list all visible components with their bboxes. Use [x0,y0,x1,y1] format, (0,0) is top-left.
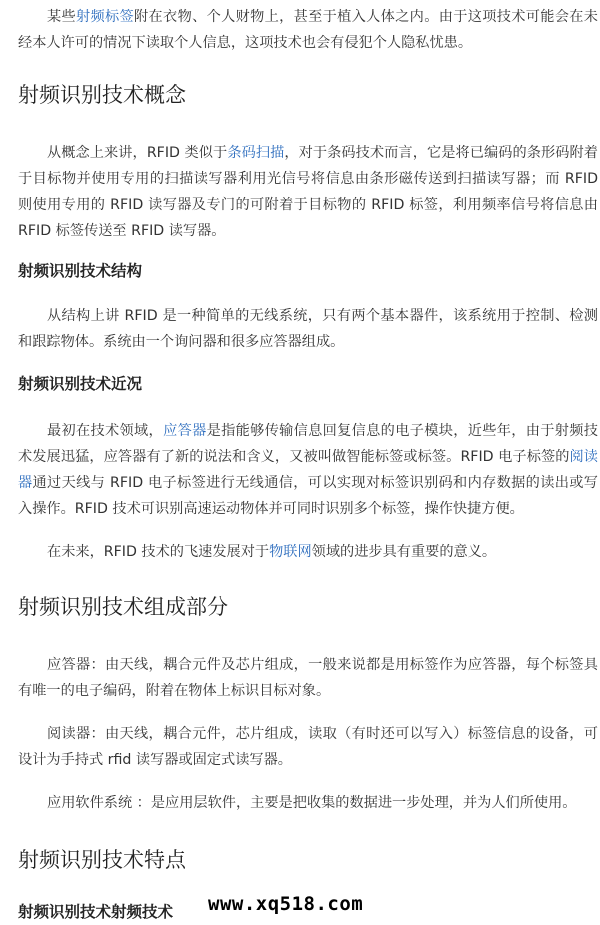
text-span: 通过天线与 RFID 电子标签进行无线通信，可以实现对标签识别码和内存数据的读出或写入操作。RFID 技术可识别高速运动物体并可同时识别多个标签，操作快捷方便。 [18,475,598,517]
text-span: 某些 [47,9,77,25]
structure-paragraph: 从结构上讲 RFID 是一种简单的无线系统，只有两个基本器件，该系统用于控制、检测和跟踪物体。系统由一个询问器和很多应答器组成。 [18,308,598,350]
future-paragraph [18,539,598,565]
link-transponder[interactable]: 应答器 [163,423,207,439]
heading-components: 射频识别技术组成部分 [18,595,228,619]
text-span: 附在衣物、个人财物上，甚至于植入人体之内。由于这项技术可能会在未经本人许可的情况下读取个人信息，这项技术也会有侵犯个人隐私忧患。 [18,9,598,51]
heading-concept: 射频识别技术概念 [18,83,186,107]
software-paragraph: 应用软件系统 ：是应用层软件，主要是把收集的数据进一步处理，并为人们所使用。 [47,795,577,811]
transponder-paragraph: 应答器：由天线，耦合元件及芯片组成，一般来说都是用标签作为应答器，每个标签具有唯一的电子编码，附着在物体上标识目标对象。 [18,657,598,699]
text-span: 领域的进步具有重要的意义。 [311,544,497,560]
link-rf-tag[interactable]: 射频标签 [76,9,135,25]
heading-structure: 射频识别技术结构 [18,262,143,280]
text-span: 最初在技术领域， [47,423,164,439]
link-iot[interactable]: 物联网 [269,544,312,560]
heading-rf-technology: 射频识别技术射频技术 [18,903,174,921]
heading-features: 射频识别技术特点 [18,848,186,872]
text-span: 从概念上来讲，RFID 类似于 [47,145,228,161]
text-span: ，对于条码技术而言，它是将已编码的条形码附着于目标物并使用专用的扫描读写器利用光信号将信息由条形磁传送到扫描读写器；而 RFID 则使用专用的 RFID 读写器及专门的可附着于目标物的 RFID 标签，利用频率信号将信息由 RFID 标签传送至 RFID 读写器。 [18,145,598,239]
reader-paragraph: 阅读器：由天线，耦合元件，芯片组成，读取（有时还可以写入）标签信息的设备，可设计为手持式 rfid 读写器或固定式读写器。 [18,726,598,768]
link-reader[interactable]: 阅读器 [18,449,598,491]
concept-paragraph [18,140,598,244]
site-watermark: www.xq518.com [208,893,364,915]
status-paragraph [18,418,598,522]
text-span: 在未来，RFID 技术的飞速发展对于 [47,544,270,560]
intro-paragraph [18,4,598,56]
heading-status: 射频识别技术近况 [18,375,143,393]
link-barcode-scan[interactable]: 条码扫描 [227,145,285,161]
text-span: 是指能够传输信息回复信息的电子模块，近些年，由于射频技术发展迅猛，应答器有了新的说法和含义，又被叫做智能标签或标签。RFID 电子标签的 [18,423,598,465]
